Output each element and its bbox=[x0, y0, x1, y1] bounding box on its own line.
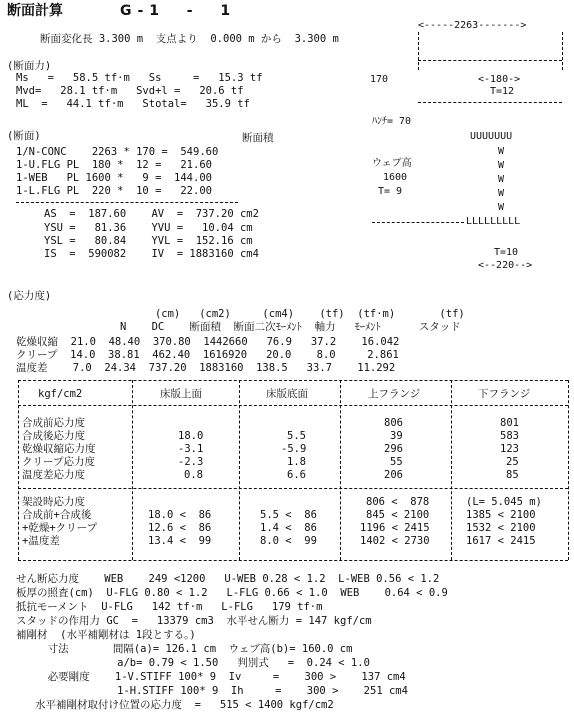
check-line: 1-H.STIFF 100* 9 Ih = 300 > 251 cm4 bbox=[16, 685, 408, 697]
table-bottom bbox=[18, 560, 568, 561]
slab-bottom bbox=[418, 102, 562, 103]
cell: 296 bbox=[384, 443, 403, 455]
forces-row: ML = 44.1 tf·m Stotal= 35.9 tf bbox=[16, 98, 250, 110]
cell: 85 bbox=[506, 469, 519, 481]
cell: 55 bbox=[390, 456, 403, 468]
section-label: (断面) bbox=[7, 130, 41, 142]
cell: 583 bbox=[500, 430, 519, 442]
table-header-rule bbox=[18, 405, 568, 406]
upper-flange: UUUUUUU bbox=[470, 131, 513, 142]
col-rule bbox=[340, 380, 341, 560]
table-header: 下フランジ bbox=[478, 388, 531, 400]
cell: 6.6 bbox=[287, 469, 306, 481]
forces-row: Mvd= 28.1 tf·m Svd+l = 20.6 tf bbox=[16, 85, 244, 97]
section-prop: IS = 590082 IV = 1883160 cm4 bbox=[44, 248, 259, 260]
cell: 39 bbox=[390, 430, 403, 442]
stress-label: (応力度) bbox=[7, 290, 52, 302]
bottom-ref-line bbox=[372, 222, 464, 223]
web-mark: W bbox=[498, 160, 505, 171]
cell: 0.8 bbox=[184, 469, 203, 481]
cell: 806 bbox=[384, 417, 403, 429]
plate-row: 1-U.FLG PL 180 * 12 = 21.60 bbox=[16, 159, 212, 171]
cell: 5.5 < 86 bbox=[260, 509, 317, 521]
stress-row: 温度差 7.0 24.34 737.20 1883160 138.5 33.7 11.292 bbox=[16, 362, 396, 374]
row-label: 合成前応力度 bbox=[22, 417, 85, 429]
web-height: 1600 bbox=[383, 172, 408, 183]
table-header: 床版上面 bbox=[160, 388, 202, 400]
table-top bbox=[18, 380, 568, 381]
web-mark: W bbox=[498, 188, 505, 199]
slab-top bbox=[418, 60, 562, 61]
divider bbox=[16, 202, 238, 203]
row-label: +温度差 bbox=[22, 535, 60, 547]
table-mid-rule bbox=[18, 488, 568, 489]
web-mark: W bbox=[498, 146, 505, 157]
table-header: 上フランジ bbox=[368, 388, 421, 400]
row-label: クリープ応力度 bbox=[22, 456, 95, 468]
flange-thickness: T=12 bbox=[490, 86, 515, 97]
row-label: 温度差応力度 bbox=[22, 469, 85, 481]
slab-right-edge bbox=[562, 32, 563, 70]
forces-row: Ms = 58.5 tf·m Ss = 15.3 tf bbox=[16, 72, 263, 84]
check-line: 補剛材 (水平補剛材は 1段とする。) bbox=[16, 629, 196, 641]
cell: (L= 5.045 m) bbox=[466, 496, 542, 508]
web-height-label: ウェブ高 bbox=[372, 158, 412, 169]
row-label: 乾燥収縮応力度 bbox=[22, 443, 96, 455]
cell: -5.9 bbox=[281, 443, 307, 455]
check-line: 板厚の照査(cm) U-FLG 0.80 < 1.2 L-FLG 0.66 < 1.0 WEB 0.64 < 0.9 bbox=[16, 587, 448, 599]
haunch: ﾊﾝﾁ= 70 bbox=[372, 116, 412, 127]
section-id: G-1 - 1 bbox=[120, 3, 237, 19]
lower-flange-width: <--220--> bbox=[478, 260, 533, 271]
check-line: せん断応力度 WEB 249 <1200 U-WEB 0.28 < 1.2 L-WEB 0.56 < 1.2 bbox=[16, 573, 440, 585]
stress-row: クリープ 14.0 38.81 462.40 1616920 20.0 8.0 2.861 bbox=[16, 349, 399, 361]
slab-left-edge bbox=[418, 32, 419, 70]
cell: 1617 < 2415 bbox=[466, 535, 536, 547]
cell: 5.5 bbox=[287, 430, 306, 442]
check-line: スタッドの作用力 GC = 13379 cm3 水平せん断力 = 147 kgf/cm bbox=[16, 615, 372, 627]
cell: 1196 < 2415 bbox=[360, 522, 430, 534]
section-prop: AS = 187.60 AV = 737.20 cm2 bbox=[44, 208, 259, 220]
row-label: 合成前+合成後 bbox=[22, 509, 92, 521]
forces-label: (断面力) bbox=[7, 60, 52, 72]
cell: 1.8 bbox=[287, 456, 306, 468]
plate-row: 1-L.FLG PL 220 * 10 = 22.00 bbox=[16, 185, 212, 197]
cell: 206 bbox=[384, 469, 403, 481]
cell: 8.0 < 99 bbox=[260, 535, 317, 547]
row-label: +乾燥+クリープ bbox=[22, 522, 98, 534]
cell: 18.0 < 86 bbox=[148, 509, 212, 521]
lower-flange-thickness: T=10 bbox=[494, 247, 519, 258]
table-header: 床版底面 bbox=[266, 388, 308, 400]
check-line: 抵抗モーメント U-FLG 142 tf·m L-FLG 179 tf·m bbox=[16, 601, 323, 613]
check-line: 水平補剛材取付け位置の応力度 = 515 < 1400 kgf/cm2 bbox=[16, 699, 334, 711]
col-rule bbox=[451, 380, 452, 560]
cell: -3.1 bbox=[178, 443, 204, 455]
section-prop: YSL = 80.84 YVL = 152.16 cm bbox=[44, 235, 253, 247]
cell: 806 < 878 bbox=[366, 496, 430, 508]
web-thickness: T= 9 bbox=[378, 186, 403, 197]
check-line: 必要剛度 1-V.STIFF 100* 9 Iv = 300 > 137 cm4 bbox=[16, 671, 406, 683]
stress-units: (cm) (cm2) (cm4) (tf) (tf·m) (tf) bbox=[136, 308, 465, 320]
cell: 1532 < 2100 bbox=[466, 522, 536, 534]
cell: 18.0 bbox=[178, 430, 204, 442]
check-line: a/b= 0.79 < 1.50 判別式 = 0.24 < 1.0 bbox=[16, 657, 370, 669]
cell: 123 bbox=[500, 443, 519, 455]
cell: 801 bbox=[500, 417, 519, 429]
row-label: 架設時応力度 bbox=[22, 496, 85, 508]
cell: 1385 < 2100 bbox=[466, 509, 536, 521]
cell: 12.6 < 86 bbox=[148, 522, 212, 534]
cell: -2.3 bbox=[178, 456, 204, 468]
col-rule bbox=[239, 380, 240, 560]
section-prop: YSU = 81.36 YVU = 10.04 cm bbox=[44, 222, 253, 234]
cell: 25 bbox=[506, 456, 519, 468]
web-mark: W bbox=[498, 202, 505, 213]
page-title: 断面計算 bbox=[7, 3, 63, 19]
area-header: 断面積 bbox=[242, 132, 274, 144]
cell: 845 < 2100 bbox=[366, 509, 430, 521]
col-rule bbox=[568, 380, 569, 560]
table-header: kgf/cm2 bbox=[38, 388, 83, 400]
plate-row: 1/N-CONC 2263 * 170 = 549.60 bbox=[16, 146, 219, 158]
flange-width-dim: <-180-> bbox=[478, 74, 521, 85]
top-width-dim: <-----2263-------> bbox=[418, 20, 527, 31]
stress-row: 乾燥収縮 21.0 48.40 370.80 1442660 76.9 37.2 16.042 bbox=[16, 336, 400, 348]
cell: 1402 < 2730 bbox=[360, 535, 430, 547]
cell: 13.4 < 99 bbox=[148, 535, 212, 547]
check-line: 寸法 間隔(a)= 126.1 cm ウェブ高(b)= 160.0 cm bbox=[16, 643, 353, 655]
web-mark: W bbox=[498, 174, 505, 185]
section-change-length: 断面変化長 3.300 m 支点より 0.000 m から 3.300 m bbox=[40, 33, 339, 45]
row-label: 合成後応力度 bbox=[22, 430, 85, 442]
plate-row: 1-WEB PL 1600 * 9 = 144.00 bbox=[16, 172, 212, 184]
col-rule bbox=[132, 380, 133, 560]
cell: 1.4 < 86 bbox=[260, 522, 317, 534]
stress-headers: N DC 断面積 断面二次ﾓｰﾒﾝﾄ 軸力 ﾓｰﾒﾝﾄ スタッド bbox=[120, 321, 461, 333]
slab-depth: 170 bbox=[370, 74, 389, 85]
lower-flange: LLLLLLLLL bbox=[466, 216, 521, 227]
col-rule bbox=[18, 380, 19, 560]
